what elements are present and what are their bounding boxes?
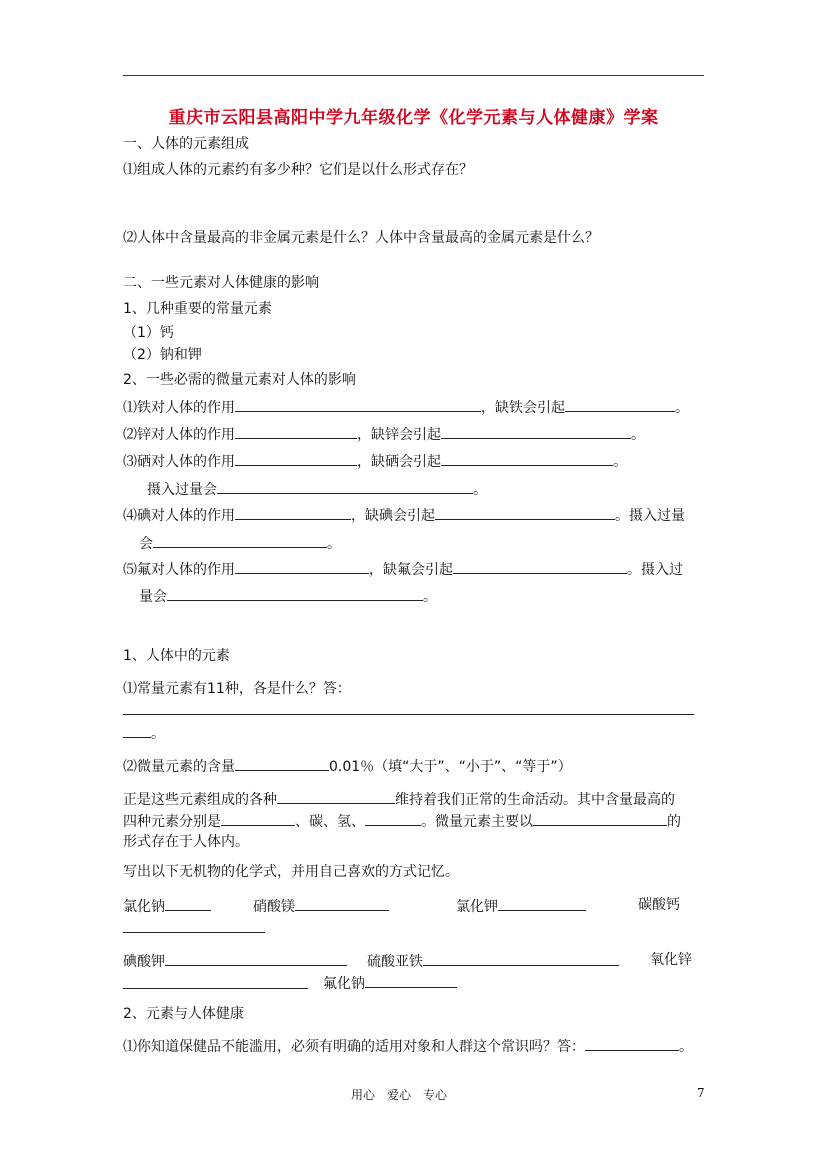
footer-motto: 用心 爱心 专心	[351, 1088, 448, 1102]
compound-kio3-label: 碘酸钾	[123, 954, 165, 970]
selenium-role-label: ⑶硒对人体的作用	[123, 454, 235, 470]
compound-kio3	[123, 950, 347, 972]
iodine-deficiency-blank[interactable]	[435, 504, 615, 520]
trace-content-options: 0.01％（填“大于”、“小于”、“等于”）	[329, 759, 572, 775]
compound-naf-label: 氟化钠	[323, 976, 365, 992]
compound-feso4	[367, 950, 619, 972]
iron-role-label: ⑴铁对人体的作用	[123, 400, 235, 416]
selenium-deficiency-blank[interactable]	[441, 450, 613, 466]
fluorine-excess-line	[139, 585, 437, 607]
answer-line-2	[123, 722, 165, 744]
iodine-role-blank[interactable]	[235, 504, 351, 520]
subsection-2-2: 2、一些必需的微量元素对人体的影响	[123, 372, 356, 388]
paragraph-2-text-b: 、碳、氢、	[295, 814, 365, 830]
zinc-line	[123, 423, 645, 445]
compound-mgno3-blank[interactable]	[295, 895, 389, 911]
zinc-deficiency-label: ，缺锌会引起	[357, 427, 441, 443]
question-3-2	[123, 755, 572, 777]
iron-line	[123, 396, 689, 418]
compound-mgno3-label: 硝酸镁	[253, 899, 295, 915]
compound-kcl-label: 氯化钾	[456, 899, 498, 915]
compound-kcl	[456, 895, 586, 917]
paragraph-line-2	[123, 810, 681, 832]
compound-zno-label: 氧化锌	[650, 952, 692, 968]
iron-role-blank[interactable]	[235, 396, 481, 412]
question-1-2: ⑵人体中含量最高的非金属元素是什么？人体中含量最高的金属元素是什么？	[123, 230, 599, 246]
document-title: 重庆市云阳县高阳中学九年级化学《化学元素与人体健康》学案	[168, 108, 659, 128]
header-rule	[123, 75, 704, 76]
paragraph-1-text-a: 正是这些元素组成的各种	[123, 792, 277, 808]
iodine-excess-word: 会	[139, 536, 153, 552]
paragraph-line-3: 形式存在于人体内。	[123, 834, 249, 850]
zinc-deficiency-blank[interactable]	[441, 423, 631, 439]
fluorine-excess-period: 。	[423, 589, 437, 605]
page-number: 7	[697, 1086, 705, 1100]
zinc-role-blank[interactable]	[235, 423, 357, 439]
paragraph-2-text-d: 的	[667, 814, 681, 830]
selenium-line	[123, 450, 627, 472]
answer-line-1[interactable]	[123, 714, 694, 715]
compound-kio3-blank[interactable]	[165, 950, 347, 966]
paragraph-1-text-b: 维持着我们正常的生命活动。其中含量最高的	[395, 792, 675, 808]
element-blank-1[interactable]	[221, 810, 295, 826]
iodine-excess-blank[interactable]	[153, 532, 327, 548]
item-calcium: （1）钙	[123, 325, 174, 341]
question-4-1	[123, 1035, 693, 1057]
question-4-1-period: 。	[679, 1039, 693, 1055]
iodine-deficiency-label: ，缺碘会引起	[351, 508, 435, 524]
fluorine-role-label: ⑸氟对人体的作用	[123, 562, 235, 578]
question-3-1: ⑴常量元素有11种，各是什么？答：	[123, 681, 351, 697]
answer-line-2-blank[interactable]	[123, 722, 151, 738]
selenium-excess-label: 摄入过量会	[147, 482, 217, 498]
fluorine-excess-label: 。摄入过	[627, 562, 683, 578]
section-2-heading: 二、一些元素对人体健康的影响	[123, 275, 319, 291]
item-sodium-potassium: （2）钠和钾	[123, 347, 202, 363]
question-4-1-blank[interactable]	[585, 1035, 679, 1051]
compound-zno-blank[interactable]	[123, 988, 308, 989]
iron-deficiency-label: ，缺铁会引起	[481, 400, 565, 416]
selenium-excess-period: 。	[473, 482, 487, 498]
fluorine-role-blank[interactable]	[235, 558, 369, 574]
selenium-period: 。	[613, 454, 627, 470]
section-1-heading: 一、人体的元素组成	[123, 136, 249, 152]
answer-period: 。	[151, 726, 165, 742]
compound-nacl-blank[interactable]	[165, 895, 211, 911]
compound-nacl	[123, 895, 211, 917]
compound-naf-blank[interactable]	[365, 972, 457, 988]
fluorine-excess-word: 量会	[139, 589, 167, 605]
iodine-role-label: ⑷碘对人体的作用	[123, 508, 235, 524]
selenium-deficiency-label: ，缺硒会引起	[357, 454, 441, 470]
paragraph-2-text-c: 。微量元素主要以	[421, 814, 533, 830]
section-3-heading: 1、人体中的元素	[123, 648, 230, 664]
compound-kcl-blank[interactable]	[498, 895, 586, 911]
iodine-excess-label: 。摄入过量	[615, 508, 685, 524]
question-1-1: ⑴组成人体的元素约有多少种？它们是以什么形式存在？	[123, 162, 473, 178]
paragraph-line-1	[123, 788, 675, 810]
trace-content-label: ⑵微量元素的含量	[123, 759, 235, 775]
zinc-role-label: ⑵锌对人体的作用	[123, 427, 235, 443]
paragraph-1-blank[interactable]	[277, 788, 395, 804]
compound-feso4-blank[interactable]	[423, 950, 619, 966]
zinc-period: 。	[631, 427, 645, 443]
paragraph-line-4: 写出以下无机物的化学式，并用自己喜欢的方式记忆。	[123, 864, 459, 880]
iodine-line	[123, 504, 685, 526]
iron-period: 。	[675, 400, 689, 416]
section-4-heading: 2、元素与人体健康	[123, 1006, 244, 1022]
question-4-1-text: ⑴你知道保健品不能滥用，必须有明确的适用对象和人群这个常识吗？答：	[123, 1039, 585, 1055]
compound-caco3-label: 碳酸钙	[638, 897, 680, 913]
fluorine-excess-blank[interactable]	[167, 585, 423, 601]
compound-caco3-blank[interactable]	[123, 932, 265, 933]
fluorine-deficiency-blank[interactable]	[453, 558, 627, 574]
selenium-excess-blank[interactable]	[217, 478, 473, 494]
selenium-excess-line	[147, 478, 487, 500]
compound-nacl-label: 氯化钠	[123, 899, 165, 915]
iodine-excess-line	[139, 532, 341, 554]
fluorine-line	[123, 558, 683, 580]
element-blank-2[interactable]	[365, 810, 421, 826]
paragraph-2-text-a: 四种元素分别是	[123, 814, 221, 830]
fluorine-deficiency-label: ，缺氟会引起	[369, 562, 453, 578]
compound-feso4-label: 硫酸亚铁	[367, 954, 423, 970]
iodine-excess-period: 。	[327, 536, 341, 552]
compound-mgno3	[253, 895, 389, 917]
iron-deficiency-blank[interactable]	[565, 396, 675, 412]
selenium-role-blank[interactable]	[235, 450, 357, 466]
trace-content-blank[interactable]	[235, 755, 329, 771]
form-blank[interactable]	[533, 810, 667, 826]
compound-naf	[323, 972, 457, 994]
subsection-2-1: 1、几种重要的常量元素	[123, 301, 272, 317]
